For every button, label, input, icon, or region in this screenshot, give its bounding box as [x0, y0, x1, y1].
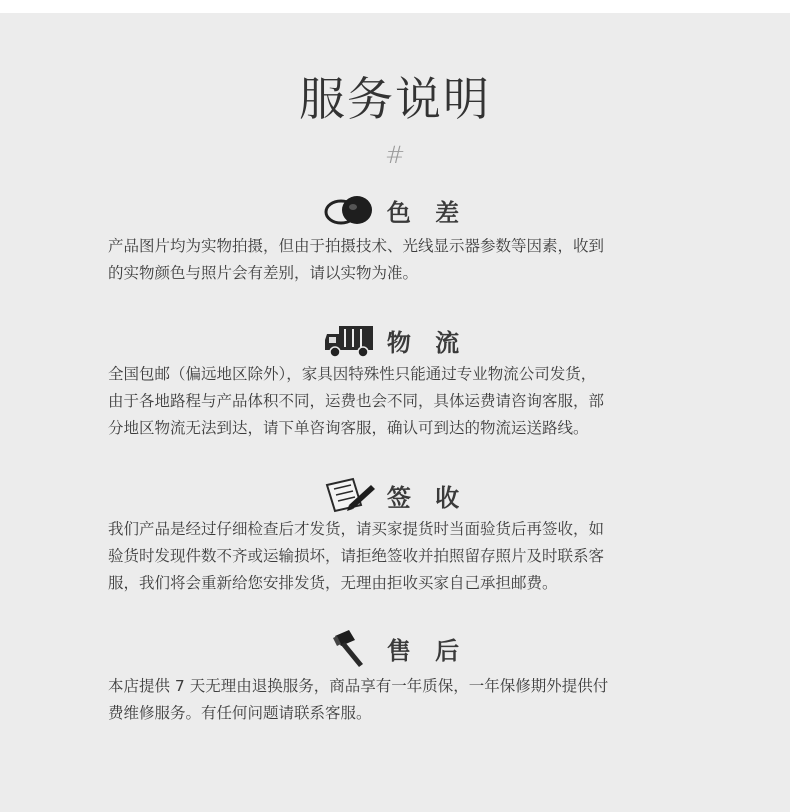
section-text-color: [108, 233, 692, 287]
section-heading-color: [0, 188, 790, 232]
section-text-aftersales: [108, 673, 692, 727]
text-line: 我们产品是经过仔细检查后才发货，请买家提货时当面验货后再签收，如: [108, 520, 605, 538]
text-line: 由于各地路程与产品体积不同，运费也会不同，具体运费请咨询客服，部: [108, 392, 605, 410]
text-line: 本店提供 7 天无理由退换服务，商品享有一年质保，一年保修期外提供付: [108, 677, 609, 695]
section-heading-signing: [0, 473, 790, 517]
divider-hash: #: [384, 141, 406, 169]
section-text-logistics: [108, 361, 692, 442]
text-line: 全国包邮（偏远地区除外），家具因特殊性只能通过专业物流公司发货，: [108, 365, 597, 383]
section-heading-label: 色 差: [386, 197, 468, 227]
text-line: 产品图片均为实物拍摄，但由于拍摄技术、光线显示器参数等因素，收到: [108, 237, 605, 255]
text-line: 费维修服务。有任何问题请联系客服。: [108, 704, 372, 722]
delivery-truck-icon: [323, 320, 377, 360]
page-title: 服务说明: [299, 72, 491, 126]
hammer-icon: [323, 628, 377, 668]
text-line: 的实物颜色与照片会有差别，请以实物为准。: [108, 264, 419, 282]
section-heading-label: 售 后: [386, 635, 468, 665]
section-heading-logistics: [0, 318, 790, 362]
section-heading-label: 物 流: [386, 327, 468, 357]
text-line: 验货时发现件数不齐或运输损坏，请拒绝签收并拍照留存照片及时联系客: [108, 547, 605, 565]
signing-pen-icon: [323, 475, 377, 515]
section-heading-label: 签 收: [386, 482, 468, 512]
section-text-signing: [108, 516, 692, 597]
service-panel: [0, 13, 790, 812]
text-line: 服，我们将会重新给您安排发货，无理由拒收买家自己承担邮费。: [108, 574, 558, 592]
text-line: 分地区物流无法到达，请下单咨询客服，确认可到达的物流运送路线。: [108, 419, 589, 437]
section-heading-aftersales: [0, 626, 790, 670]
color-swatch-icon: [323, 190, 377, 230]
